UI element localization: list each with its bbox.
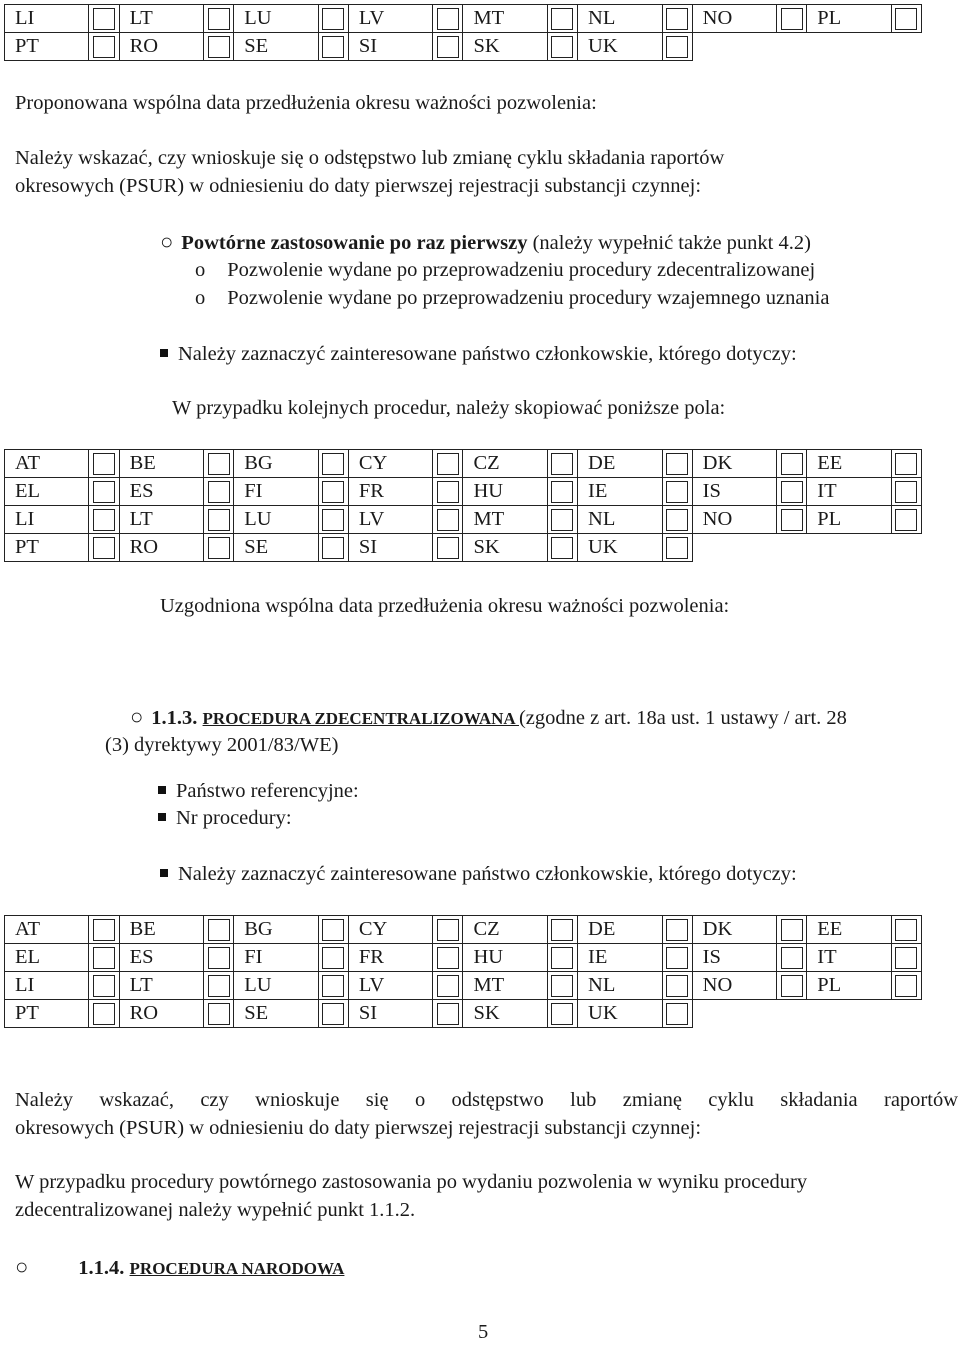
checkbox-cell[interactable]	[318, 1000, 348, 1028]
checkbox-mt[interactable]	[551, 975, 573, 997]
checkbox-cell[interactable]	[891, 5, 921, 33]
country-code-mt: MT	[463, 506, 547, 534]
country-code-de: DE	[578, 916, 662, 944]
country-code-is: IS	[692, 944, 776, 972]
checkbox-nl[interactable]	[666, 975, 688, 997]
checkbox-uk[interactable]	[666, 1003, 688, 1025]
repeat-note-line1: W przypadku procedury powtórnego zastosowania po wydaniu pozwolenia w wyniku procedury	[15, 1171, 808, 1193]
section-113-line2: (3) dyrektywy 2001/83/WE)	[105, 734, 339, 756]
checkbox-cell[interactable]	[891, 478, 921, 506]
country-code-lu: LU	[234, 972, 318, 1000]
checkbox-cell[interactable]	[662, 478, 692, 506]
checkbox-se[interactable]	[322, 36, 344, 58]
checkbox-sk[interactable]	[551, 36, 573, 58]
checkbox-fr[interactable]	[437, 947, 459, 969]
country-code-bg: BG	[234, 916, 318, 944]
checkbox-lt[interactable]	[208, 509, 230, 531]
option-decentral[interactable]	[195, 258, 815, 283]
checkbox-hu[interactable]	[551, 481, 573, 503]
country-code-fi: FI	[234, 944, 318, 972]
option-mutual[interactable]	[195, 286, 829, 311]
checkbox-cell[interactable]	[662, 506, 692, 534]
checkbox-cell[interactable]	[318, 450, 348, 478]
country-code-at: AT	[5, 916, 89, 944]
checkbox-cell[interactable]	[433, 450, 463, 478]
country-code-lv: LV	[348, 5, 432, 33]
country-code-el: EL	[5, 944, 89, 972]
checkbox-el[interactable]	[93, 947, 115, 969]
country-row	[5, 916, 922, 944]
checkbox-cell[interactable]	[662, 534, 692, 562]
checkbox-cell[interactable]	[318, 972, 348, 1000]
checkbox-no[interactable]	[781, 975, 803, 997]
circle-bullet-icon: ○	[15, 1254, 29, 1279]
checkbox-ee[interactable]	[895, 919, 917, 941]
checkbox-pl[interactable]	[895, 8, 917, 30]
country-code-no: NO	[692, 972, 776, 1000]
checkbox-cell[interactable]	[777, 506, 807, 534]
country-code-se: SE	[234, 33, 318, 61]
checkbox-cz[interactable]	[551, 919, 573, 941]
country-code-cz: CZ	[463, 450, 547, 478]
checkbox-cell[interactable]	[891, 450, 921, 478]
country-row	[5, 478, 922, 506]
country-code-hu: HU	[463, 944, 547, 972]
page-number: 5	[478, 1321, 489, 1343]
checkbox-cell[interactable]	[777, 450, 807, 478]
country-code-is: IS	[692, 478, 776, 506]
checkbox-si[interactable]	[437, 537, 459, 559]
country-code-se: SE	[234, 1000, 318, 1028]
country-row	[5, 506, 922, 534]
checkbox-cell[interactable]	[777, 5, 807, 33]
checkbox-se[interactable]	[322, 1003, 344, 1025]
checkbox-cell[interactable]	[662, 944, 692, 972]
checkbox-fi[interactable]	[322, 947, 344, 969]
country-code-li: LI	[5, 972, 89, 1000]
country-code-es: ES	[119, 478, 203, 506]
psur-text-line2: okresowych (PSUR) w odniesieniu do daty pierwszej rejestracji substancji czynnej:	[15, 175, 702, 197]
country-code-ro: RO	[119, 534, 203, 562]
circle-bullet-icon: ○	[160, 229, 174, 254]
country-code-lu: LU	[234, 5, 318, 33]
country-code-pl: PL	[807, 506, 891, 534]
checkbox-dk[interactable]	[781, 453, 803, 475]
checkbox-cell[interactable]	[547, 506, 577, 534]
checkbox-uk[interactable]	[666, 537, 688, 559]
checkbox-lv[interactable]	[437, 509, 459, 531]
checkbox-cell[interactable]	[89, 534, 119, 562]
checkbox-lu[interactable]	[322, 975, 344, 997]
psur-text-line1: Należy wskazać, czy wnioskuje się o odstępstwo lub zmianę cyklu składania raportów	[15, 147, 725, 169]
checkbox-cell[interactable]	[547, 534, 577, 562]
country-code-lt: LT	[119, 506, 203, 534]
checkbox-cell[interactable]	[318, 478, 348, 506]
checkbox-cell[interactable]	[777, 944, 807, 972]
checkbox-ie[interactable]	[666, 481, 688, 503]
checkbox-cell[interactable]	[204, 33, 234, 61]
country-code-at: AT	[5, 450, 89, 478]
country-row	[5, 1000, 922, 1028]
country-code-sk: SK	[463, 33, 547, 61]
country-code-el: EL	[5, 478, 89, 506]
checkbox-lv[interactable]	[437, 8, 459, 30]
checkbox-cell[interactable]	[318, 33, 348, 61]
checkbox-cell[interactable]	[433, 33, 463, 61]
checkbox-cell[interactable]	[662, 1000, 692, 1028]
country-code-mt: MT	[463, 972, 547, 1000]
checkbox-si[interactable]	[437, 1003, 459, 1025]
checkbox-bg[interactable]	[322, 919, 344, 941]
square-bullet-icon	[158, 813, 166, 821]
checkbox-cell[interactable]	[318, 944, 348, 972]
option-decentral-label: Pozwolenie wydane po przeprowadzeniu procedury zdecentralizowanej	[227, 259, 816, 281]
agreed-date-label: Uzgodniona wspólna data przedłużenia okresu ważności pozwolenia:	[160, 595, 730, 617]
checkbox-dk[interactable]	[781, 919, 803, 941]
checkbox-cell[interactable]	[204, 5, 234, 33]
country-row	[5, 5, 922, 33]
country-code-si: SI	[348, 534, 432, 562]
checkbox-lv[interactable]	[437, 975, 459, 997]
checkbox-cell[interactable]	[318, 534, 348, 562]
checkbox-cell[interactable]	[891, 944, 921, 972]
country-code-nl: NL	[578, 506, 662, 534]
square-bullet-icon	[160, 869, 168, 877]
checkbox-cell[interactable]	[89, 506, 119, 534]
country-code-hu: HU	[463, 478, 547, 506]
country-code-lv: LV	[348, 506, 432, 534]
checkbox-hu[interactable]	[551, 947, 573, 969]
checkbox-pl[interactable]	[895, 975, 917, 997]
checkbox-cell[interactable]	[433, 478, 463, 506]
checkbox-ro[interactable]	[208, 36, 230, 58]
checkbox-cell[interactable]	[433, 1000, 463, 1028]
checkbox-it[interactable]	[895, 481, 917, 503]
checkbox-no[interactable]	[781, 8, 803, 30]
checkbox-cell[interactable]	[891, 916, 921, 944]
checkbox-cell[interactable]	[433, 5, 463, 33]
country-code-no: NO	[692, 5, 776, 33]
circle-bullet-icon: ○	[130, 704, 144, 729]
checkbox-cell[interactable]	[204, 534, 234, 562]
country-row	[5, 944, 922, 972]
repeat-note-line2: zdecentralizowanej należy wypełnić punkt 1.1.2.	[15, 1199, 416, 1221]
checkbox-cell[interactable]	[662, 33, 692, 61]
country-code-ie: IE	[578, 944, 662, 972]
country-code-uk: UK	[578, 1000, 662, 1028]
country-row	[5, 534, 922, 562]
country-table-top	[4, 4, 922, 61]
checkbox-cell[interactable]	[433, 944, 463, 972]
procedure-number-field: Nr procedury:	[158, 806, 292, 831]
country-code-ee: EE	[807, 450, 891, 478]
country-code-pl: PL	[807, 5, 891, 33]
country-code-ro: RO	[119, 33, 203, 61]
country-code-fr: FR	[348, 944, 432, 972]
checkbox-cell[interactable]	[318, 5, 348, 33]
checkbox-li[interactable]	[93, 975, 115, 997]
checkbox-cy[interactable]	[437, 453, 459, 475]
checkbox-cell[interactable]	[89, 5, 119, 33]
checkbox-cell[interactable]	[662, 450, 692, 478]
country-code-be: BE	[119, 916, 203, 944]
checkbox-fi[interactable]	[322, 481, 344, 503]
checkbox-cell[interactable]	[204, 478, 234, 506]
country-code-pt: PT	[5, 1000, 89, 1028]
checkbox-cell[interactable]	[662, 5, 692, 33]
country-code-ro: RO	[119, 1000, 203, 1028]
checkbox-cell[interactable]	[204, 450, 234, 478]
country-table-middle	[4, 449, 922, 562]
country-code-nl: NL	[578, 5, 662, 33]
checkbox-cell[interactable]	[547, 972, 577, 1000]
country-code-pl: PL	[807, 972, 891, 1000]
member-state-prompt-1: Należy zaznaczyć zainteresowane państwo członkowskie, którego dotyczy:	[160, 342, 797, 367]
country-code-ie: IE	[578, 478, 662, 506]
checkbox-lt[interactable]	[208, 8, 230, 30]
checkbox-cz[interactable]	[551, 453, 573, 475]
country-code-be: BE	[119, 450, 203, 478]
country-code-si: SI	[348, 33, 432, 61]
checkbox-cell[interactable]	[433, 534, 463, 562]
country-code-it: IT	[807, 478, 891, 506]
repeat-use-bold: Powtórne zastosowanie po raz pierwszy	[181, 232, 528, 254]
country-code-nl: NL	[578, 972, 662, 1000]
checkbox-cell[interactable]	[547, 450, 577, 478]
country-row	[5, 450, 922, 478]
country-code-sk: SK	[463, 534, 547, 562]
reference-state-field: Państwo referencyjne:	[158, 779, 359, 804]
country-code-fr: FR	[348, 478, 432, 506]
country-code-mt: MT	[463, 5, 547, 33]
checkbox-cell[interactable]	[777, 916, 807, 944]
option-mutual-label: Pozwolenie wydane po przeprowadzeniu procedury wzajemnego uznania	[227, 287, 830, 309]
checkbox-cell[interactable]	[433, 916, 463, 944]
checkbox-cell[interactable]	[891, 972, 921, 1000]
checkbox-cell[interactable]	[204, 944, 234, 972]
checkbox-cell[interactable]	[547, 916, 577, 944]
checkbox-cell[interactable]	[89, 33, 119, 61]
checkbox-at[interactable]	[93, 919, 115, 941]
country-code-pt: PT	[5, 534, 89, 562]
country-code-uk: UK	[578, 534, 662, 562]
country-code-ee: EE	[807, 916, 891, 944]
checkbox-pt[interactable]	[93, 537, 115, 559]
checkbox-cell[interactable]	[547, 5, 577, 33]
country-code-li: LI	[5, 506, 89, 534]
country-code-lt: LT	[119, 5, 203, 33]
member-state-prompt-2: Należy zaznaczyć zainteresowane państwo członkowskie, którego dotyczy:	[160, 862, 797, 887]
checkbox-pl[interactable]	[895, 509, 917, 531]
country-code-de: DE	[578, 450, 662, 478]
repeat-use-option[interactable]	[160, 229, 811, 256]
checkbox-cell[interactable]	[89, 972, 119, 1000]
checkbox-cell[interactable]	[89, 1000, 119, 1028]
checkbox-cell[interactable]	[662, 916, 692, 944]
country-code-es: ES	[119, 944, 203, 972]
checkbox-uk[interactable]	[666, 36, 688, 58]
checkbox-bg[interactable]	[322, 453, 344, 475]
country-code-uk: UK	[578, 33, 662, 61]
section-113-heading: ○ 1.1.3. PROCEDURA ZDECENTRALIZOWANA (zgodne z art. 18a ust. 1 ustawy / art. 28	[130, 704, 847, 729]
checkbox-ro[interactable]	[208, 537, 230, 559]
psur2-text-line1: Należy wskazać, czy wnioskuje się o odstępstwo lub zmianę cyklu składania raportów	[15, 1089, 958, 1111]
checkbox-si[interactable]	[437, 36, 459, 58]
checkbox-mt[interactable]	[551, 8, 573, 30]
checkbox-cell[interactable]	[891, 506, 921, 534]
country-code-pt: PT	[5, 33, 89, 61]
checkbox-pt[interactable]	[93, 36, 115, 58]
checkbox-es[interactable]	[208, 947, 230, 969]
checkbox-cell[interactable]	[318, 916, 348, 944]
checkbox-no[interactable]	[781, 509, 803, 531]
checkbox-cell[interactable]	[89, 450, 119, 478]
checkbox-fr[interactable]	[437, 481, 459, 503]
checkbox-cell[interactable]	[777, 972, 807, 1000]
checkbox-be[interactable]	[208, 453, 230, 475]
country-code-cz: CZ	[463, 916, 547, 944]
checkbox-de[interactable]	[666, 919, 688, 941]
country-code-dk: DK	[692, 450, 776, 478]
country-code-lv: LV	[348, 972, 432, 1000]
checkbox-cell[interactable]	[204, 916, 234, 944]
country-code-li: LI	[5, 5, 89, 33]
checkbox-lt[interactable]	[208, 975, 230, 997]
checkbox-ro[interactable]	[208, 1003, 230, 1025]
checkbox-se[interactable]	[322, 537, 344, 559]
checkbox-nl[interactable]	[666, 509, 688, 531]
country-code-no: NO	[692, 506, 776, 534]
checkbox-cell[interactable]	[318, 506, 348, 534]
country-code-se: SE	[234, 534, 318, 562]
checkbox-cell[interactable]	[547, 478, 577, 506]
country-code-lu: LU	[234, 506, 318, 534]
checkbox-cell[interactable]	[89, 916, 119, 944]
country-row	[5, 33, 922, 61]
checkbox-cell[interactable]	[777, 478, 807, 506]
checkbox-sk[interactable]	[551, 1003, 573, 1025]
checkbox-cell[interactable]	[547, 944, 577, 972]
checkbox-lu[interactable]	[322, 8, 344, 30]
checkbox-cell[interactable]	[204, 1000, 234, 1028]
country-code-dk: DK	[692, 916, 776, 944]
checkbox-cell[interactable]	[433, 506, 463, 534]
checkbox-ee[interactable]	[895, 453, 917, 475]
checkbox-el[interactable]	[93, 481, 115, 503]
checkbox-cell[interactable]	[662, 972, 692, 1000]
country-table-bottom	[4, 915, 922, 1028]
checkbox-li[interactable]	[93, 8, 115, 30]
checkbox-at[interactable]	[93, 453, 115, 475]
checkbox-cell[interactable]	[89, 478, 119, 506]
checkbox-is[interactable]	[781, 947, 803, 969]
country-row	[5, 972, 922, 1000]
psur2-text-line2: okresowych (PSUR) w odniesieniu do daty pierwszej rejestracji substancji czynnej:	[15, 1117, 702, 1139]
checkbox-sk[interactable]	[551, 537, 573, 559]
country-code-fi: FI	[234, 478, 318, 506]
checkbox-es[interactable]	[208, 481, 230, 503]
checkbox-mt[interactable]	[551, 509, 573, 531]
checkbox-cy[interactable]	[437, 919, 459, 941]
checkbox-pt[interactable]	[93, 1003, 115, 1025]
checkbox-lu[interactable]	[322, 509, 344, 531]
sub-bullet-icon: o	[195, 287, 206, 309]
country-code-si: SI	[348, 1000, 432, 1028]
country-code-cy: CY	[348, 450, 432, 478]
copy-fields-note: W przypadku kolejnych procedur, należy skopiować poniższe pola:	[172, 397, 726, 419]
checkbox-de[interactable]	[666, 453, 688, 475]
country-code-sk: SK	[463, 1000, 547, 1028]
checkbox-cell[interactable]	[433, 972, 463, 1000]
sub-bullet-icon: o	[195, 259, 206, 281]
square-bullet-icon	[158, 786, 166, 794]
checkbox-be[interactable]	[208, 919, 230, 941]
square-bullet-icon	[160, 349, 168, 357]
checkbox-nl[interactable]	[666, 8, 688, 30]
country-code-bg: BG	[234, 450, 318, 478]
checkbox-cell[interactable]	[204, 972, 234, 1000]
repeat-use-rest: (należy wypełnić także punkt 4.2)	[527, 232, 811, 254]
checkbox-ie[interactable]	[666, 947, 688, 969]
checkbox-is[interactable]	[781, 481, 803, 503]
checkbox-li[interactable]	[93, 509, 115, 531]
checkbox-cell[interactable]	[204, 506, 234, 534]
checkbox-cell[interactable]	[547, 1000, 577, 1028]
checkbox-cell[interactable]	[547, 33, 577, 61]
country-code-it: IT	[807, 944, 891, 972]
checkbox-cell[interactable]	[89, 944, 119, 972]
section-114-heading: ○ 1.1.4. PROCEDURA NARODOWA	[15, 1254, 345, 1279]
checkbox-it[interactable]	[895, 947, 917, 969]
country-code-lt: LT	[119, 972, 203, 1000]
proposed-date-label: Proponowana wspólna data przedłużenia okresu ważności pozwolenia:	[15, 92, 597, 114]
country-code-cy: CY	[348, 916, 432, 944]
